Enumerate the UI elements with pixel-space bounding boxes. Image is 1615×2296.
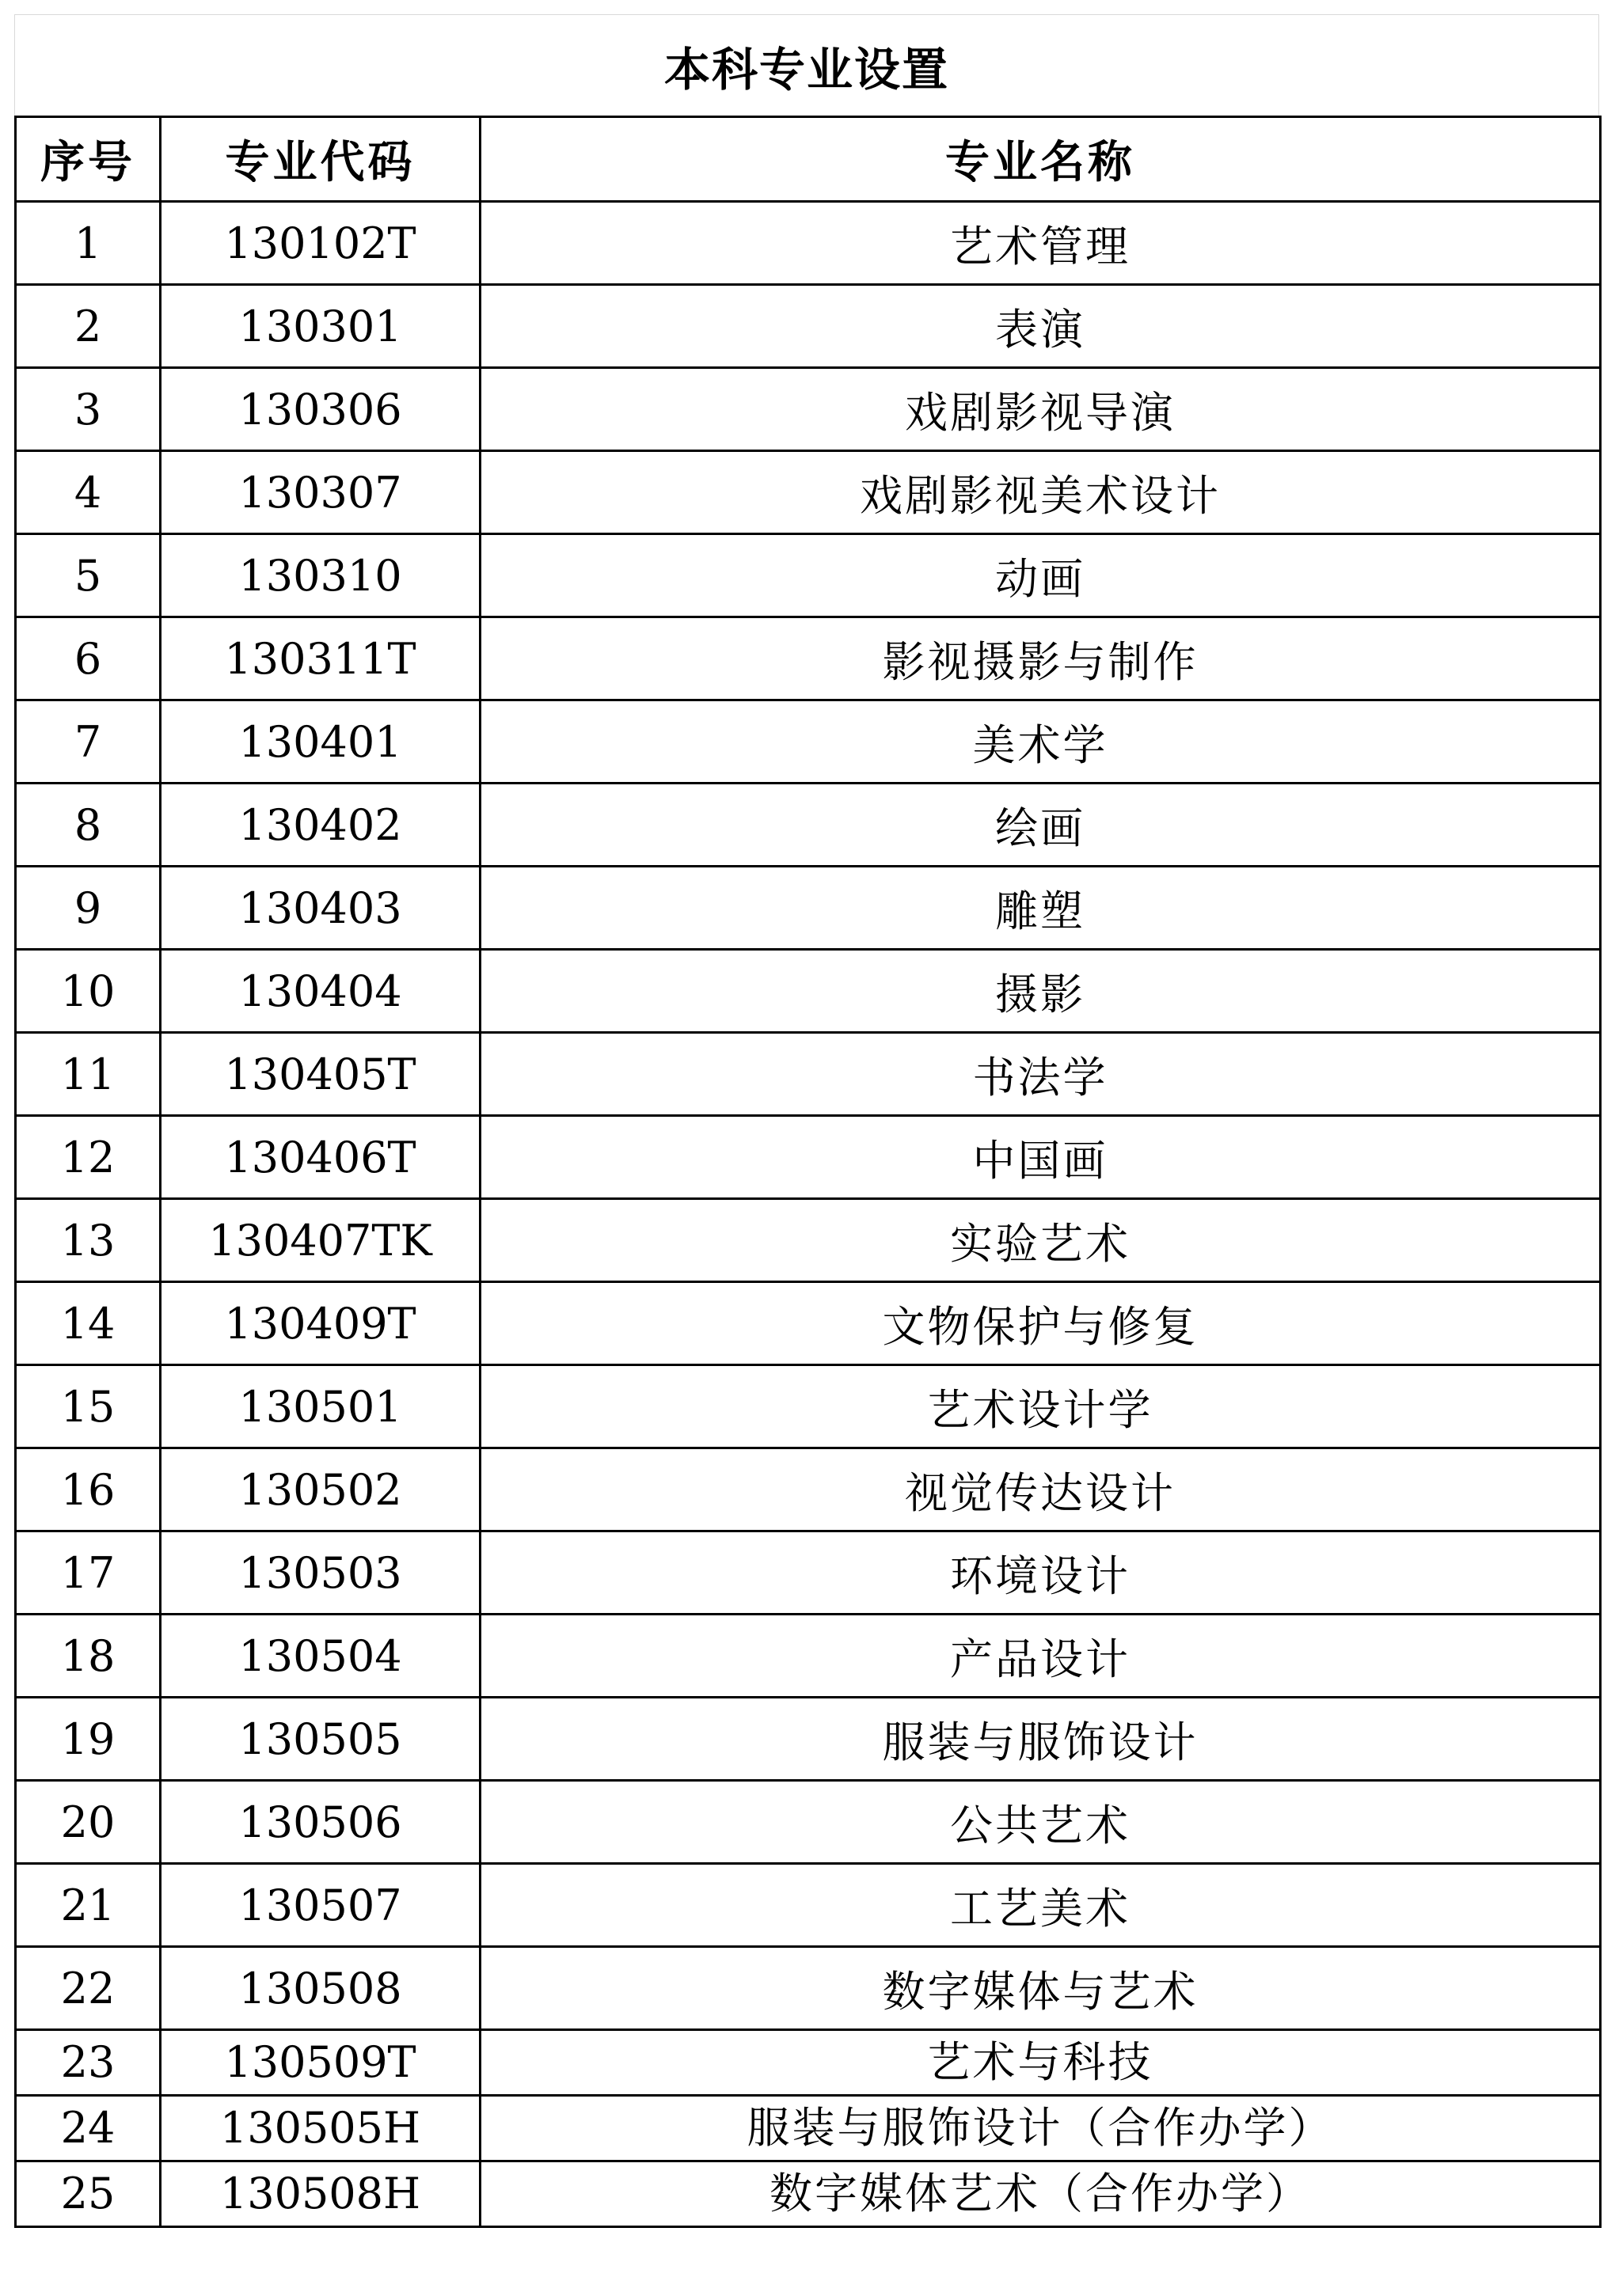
row-name-cell: 艺术管理 [481, 202, 1601, 285]
row-code-cell: 130311T [161, 617, 481, 700]
row-index-cell: 17 [16, 1531, 161, 1615]
row-code-cell: 130508 [161, 1947, 481, 2030]
majors-table [14, 116, 1602, 2228]
row-code-cell: 130102T [161, 202, 481, 285]
row-name-cell: 环境设计 [481, 1531, 1601, 1615]
row-name-cell: 中国画 [481, 1116, 1601, 1199]
table-row [16, 2030, 1601, 2096]
table-row [16, 617, 1601, 700]
row-code-cell: 130409T [161, 1282, 481, 1365]
row-name-cell: 文物保护与修复 [481, 1282, 1601, 1365]
row-code-cell: 130505 [161, 1698, 481, 1781]
row-name-cell: 绘画 [481, 784, 1601, 867]
row-index-cell: 7 [16, 700, 161, 784]
table-row [16, 1199, 1601, 1282]
header-index: 序号 [16, 117, 161, 202]
row-index-cell: 4 [16, 451, 161, 534]
row-code-cell: 130405T [161, 1033, 481, 1116]
row-index-cell: 11 [16, 1033, 161, 1116]
row-name-cell: 艺术与科技 [481, 2030, 1601, 2096]
row-code-cell: 130407TK [161, 1199, 481, 1282]
row-index-cell: 18 [16, 1615, 161, 1698]
table-row [16, 1116, 1601, 1199]
table-row [16, 285, 1601, 368]
row-index-cell: 14 [16, 1282, 161, 1365]
table-row [16, 1282, 1601, 1365]
table-row [16, 2161, 1601, 2227]
table-row [16, 1033, 1601, 1116]
row-name-cell: 动画 [481, 534, 1601, 617]
row-index-cell: 19 [16, 1698, 161, 1781]
row-name-cell: 戏剧影视美术设计 [481, 451, 1601, 534]
row-name-cell: 产品设计 [481, 1615, 1601, 1698]
table-row [16, 1531, 1601, 1615]
table-row [16, 784, 1601, 867]
table-body [16, 202, 1601, 2227]
row-code-cell: 130401 [161, 700, 481, 784]
row-name-cell: 雕塑 [481, 867, 1601, 950]
row-index-cell: 15 [16, 1365, 161, 1448]
header-name: 专业名称 [481, 117, 1601, 202]
row-code-cell: 130406T [161, 1116, 481, 1199]
row-name-cell: 书法学 [481, 1033, 1601, 1116]
row-code-cell: 130504 [161, 1615, 481, 1698]
row-code-cell: 130403 [161, 867, 481, 950]
row-index-cell: 16 [16, 1448, 161, 1531]
row-index-cell: 10 [16, 950, 161, 1033]
table-row [16, 1781, 1601, 1864]
table-row [16, 1947, 1601, 2030]
table-row [16, 2096, 1601, 2161]
row-index-cell: 20 [16, 1781, 161, 1864]
table-row [16, 867, 1601, 950]
row-name-cell: 视觉传达设计 [481, 1448, 1601, 1531]
header-row [16, 117, 1601, 202]
row-name-cell: 服装与服饰设计 [481, 1698, 1601, 1781]
row-index-cell: 21 [16, 1864, 161, 1947]
major-table-sheet [14, 14, 1599, 2285]
row-code-cell: 130508H [161, 2161, 481, 2227]
row-code-cell: 130402 [161, 784, 481, 867]
table-row [16, 1448, 1601, 1531]
row-name-cell: 数字媒体艺术（合作办学） [481, 2161, 1601, 2227]
row-index-cell: 6 [16, 617, 161, 700]
row-index-cell: 24 [16, 2096, 161, 2161]
table-row [16, 1615, 1601, 1698]
header-code: 专业代码 [161, 117, 481, 202]
row-code-cell: 130301 [161, 285, 481, 368]
row-code-cell: 130307 [161, 451, 481, 534]
row-name-cell: 表演 [481, 285, 1601, 368]
table-row [16, 451, 1601, 534]
table-row [16, 368, 1601, 451]
row-name-cell: 工艺美术 [481, 1864, 1601, 1947]
table-row [16, 1698, 1601, 1781]
row-code-cell: 130501 [161, 1365, 481, 1448]
row-name-cell: 影视摄影与制作 [481, 617, 1601, 700]
row-code-cell: 130509T [161, 2030, 481, 2096]
row-index-cell: 8 [16, 784, 161, 867]
table-row [16, 1365, 1601, 1448]
row-index-cell: 3 [16, 368, 161, 451]
row-name-cell: 美术学 [481, 700, 1601, 784]
row-index-cell: 2 [16, 285, 161, 368]
row-name-cell: 摄影 [481, 950, 1601, 1033]
row-name-cell: 艺术设计学 [481, 1365, 1601, 1448]
row-index-cell: 25 [16, 2161, 161, 2227]
row-code-cell: 130507 [161, 1864, 481, 1947]
row-name-cell: 服装与服饰设计（合作办学） [481, 2096, 1601, 2161]
row-index-cell: 13 [16, 1199, 161, 1282]
row-code-cell: 130306 [161, 368, 481, 451]
row-code-cell: 130503 [161, 1531, 481, 1615]
row-index-cell: 1 [16, 202, 161, 285]
row-index-cell: 22 [16, 1947, 161, 2030]
row-index-cell: 23 [16, 2030, 161, 2096]
table-title-row [14, 14, 1599, 116]
table-row [16, 950, 1601, 1033]
row-name-cell: 实验艺术 [481, 1199, 1601, 1282]
row-index-cell: 5 [16, 534, 161, 617]
table-row [16, 700, 1601, 784]
row-code-cell: 130310 [161, 534, 481, 617]
row-code-cell: 130506 [161, 1781, 481, 1864]
row-name-cell: 戏剧影视导演 [481, 368, 1601, 451]
row-code-cell: 130404 [161, 950, 481, 1033]
table-row [16, 202, 1601, 285]
row-name-cell: 公共艺术 [481, 1781, 1601, 1864]
table-row [16, 1864, 1601, 1947]
row-index-cell: 12 [16, 1116, 161, 1199]
table-title: 本科专业设置 [663, 42, 949, 97]
row-code-cell: 130502 [161, 1448, 481, 1531]
row-code-cell: 130505H [161, 2096, 481, 2161]
table-row [16, 534, 1601, 617]
row-index-cell: 9 [16, 867, 161, 950]
row-name-cell: 数字媒体与艺术 [481, 1947, 1601, 2030]
